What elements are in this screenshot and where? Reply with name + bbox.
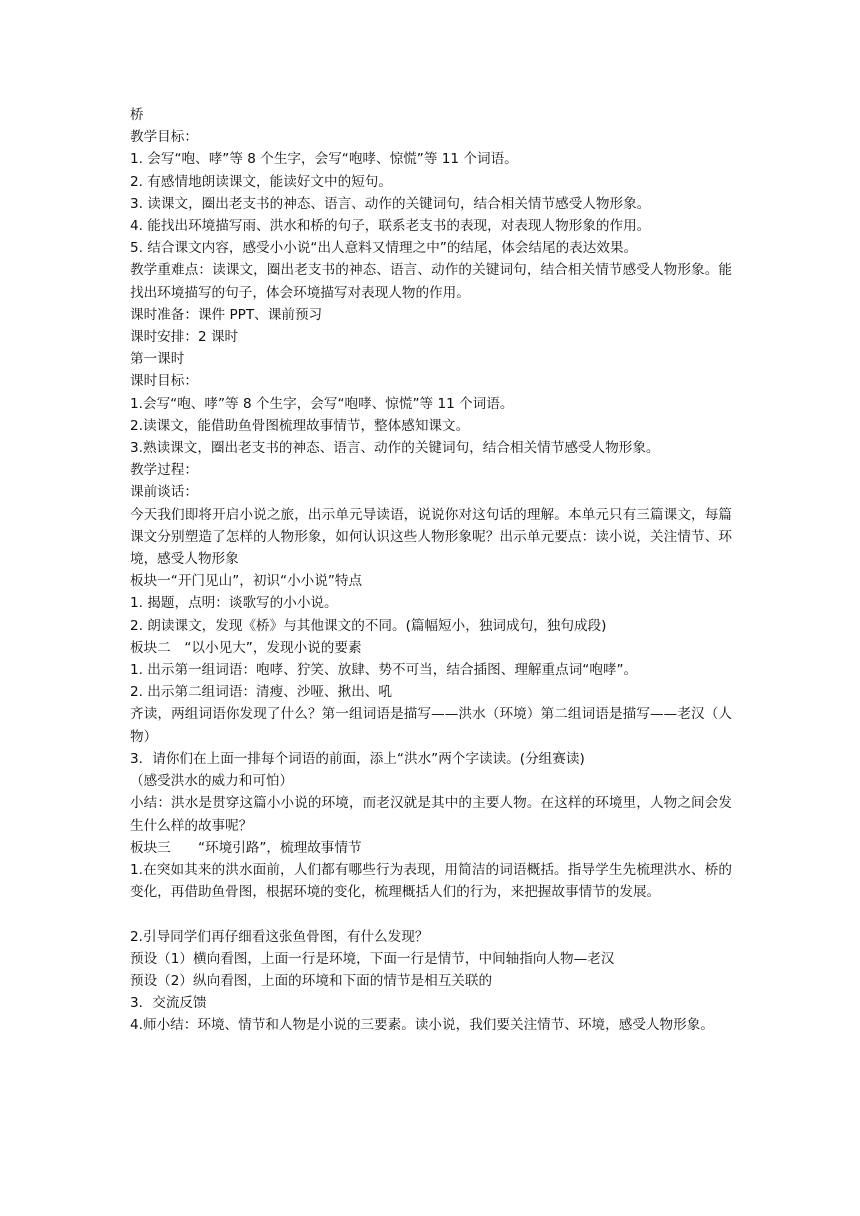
paragraph: 小结：洪水是贯穿这篇小小说的环境，而老汉就是其中的主要人物。在这样的环境里，人物之间会发生什么样的故事呢？ bbox=[130, 795, 732, 834]
paragraph: 教学过程： bbox=[130, 462, 198, 479]
paragraph: 3．交流反馈 bbox=[130, 995, 207, 1012]
paragraph: 4.师小结：环境、情节和人物是小说的三要素。读小说，我们要关注情节、环境，感受人物形象。 bbox=[130, 1017, 714, 1034]
paragraph: 今天我们即将开启小说之旅，出示单元导读语，说说你对这句话的理解。本单元只有三篇课文，每篇课文分别塑造了怎样的人物形象，如何认识这些人物形象呢？出示单元要点：读小说，关注情节、环境，感受人物形象 bbox=[130, 506, 732, 568]
paragraph: 课前谈话： bbox=[130, 484, 198, 501]
blank-line bbox=[130, 903, 732, 925]
paragraph: 1. 出示第一组词语：咆哮、狞笑、放肆、势不可当，结合插图、理解重点词“咆哮”。 bbox=[130, 662, 638, 679]
paragraph: 2.引导同学们再仔细看这张鱼骨图，有什么发现？ bbox=[130, 928, 429, 945]
paragraph: 课时准备：课件 PPT、课前预习 bbox=[130, 306, 323, 323]
paragraph: 2.读课文，能借助鱼骨图梳理故事情节，整体感知课文。 bbox=[130, 417, 470, 434]
document-title: 桥 bbox=[130, 107, 144, 123]
paragraph: 课时安排：2 课时 bbox=[130, 329, 239, 346]
paragraph: 预设（2）纵向看图，上面的环境和下面的情节是相互关联的 bbox=[130, 972, 493, 989]
paragraph: 4. 能找出环境描写雨、洪水和桥的句子，联系老支书的表现，对表现人物形象的作用。 bbox=[130, 218, 651, 235]
paragraph: 板块二 “以小见大”，发现小说的要素 bbox=[130, 639, 362, 656]
paragraph: 第一课时 bbox=[130, 351, 185, 368]
paragraph: 1.会写“咆、哮”等 8 个生字，会写“咆哮、惊慌”等 11 个词语。 bbox=[130, 395, 514, 412]
paragraph: 板块三 “环境引路”，梳理故事情节 bbox=[130, 839, 362, 856]
paragraph: 教学目标： bbox=[130, 129, 198, 146]
paragraph: 2. 有感情地朗读课文，能读好文中的短句。 bbox=[130, 173, 392, 190]
paragraph: 1. 揭题，点明：谈歌写的小小说。 bbox=[130, 595, 338, 612]
paragraph: （感受洪水的威力和可怕） bbox=[130, 773, 294, 790]
paragraph: 教学重难点：读课文，圈出老支书的神态、语言、动作的关键词句，结合相关情节感受人物形象。能找出环境描写的句子，体会环境描写对表现人物的作用。 bbox=[130, 262, 732, 301]
paragraph: 1.在突如其来的洪水面前，人们都有哪些行为表现，用简洁的词语概括。指导学生先梳理洪水、桥的变化，再借助鱼骨图，根据环境的变化，梳理概括人们的行为，来把握故事情节的发展。 bbox=[130, 861, 732, 901]
document-page bbox=[130, 104, 732, 1037]
paragraph: 齐读，两组词语你发现了什么？第一组词语是描写——洪水（环境）第二组词语是描写——老汉（人物） bbox=[130, 706, 732, 745]
paragraph: 课时目标： bbox=[130, 373, 198, 390]
paragraph: 预设（1）横向看图，上面一行是环境，下面一行是情节，中间轴指向人物—老汉 bbox=[130, 950, 615, 967]
paragraph: 1. 会写“咆、哮”等 8 个生字，会写“咆哮、惊慌”等 11 个词语。 bbox=[130, 151, 518, 168]
paragraph: 2. 出示第二组词语：清瘦、沙哑、揪出、吼 bbox=[130, 684, 392, 701]
paragraph: 5. 结合课文内容，感受小小说“出人意料又情理之中”的结尾，体会结尾的表达效果。 bbox=[130, 240, 638, 257]
paragraph: 3．请你们在上面一排每个词语的前面，添上“洪水”两个字读读。(分组赛读) bbox=[130, 750, 585, 767]
paragraph: 2. 朗读课文，发现《桥》与其他课文的不同。(篇幅短小，独词成句，独句成段) bbox=[130, 617, 607, 634]
paragraph: 3.熟读课文，圈出老支书的神态、语言、动作的关键词句，结合相关情节感受人物形象。 bbox=[130, 440, 660, 457]
paragraph: 板块一“开门见山”，初识“小小说”特点 bbox=[130, 573, 363, 590]
paragraph: 3. 读课文，圈出老支书的神态、语言、动作的关键词句，结合相关情节感受人物形象。 bbox=[130, 195, 651, 212]
